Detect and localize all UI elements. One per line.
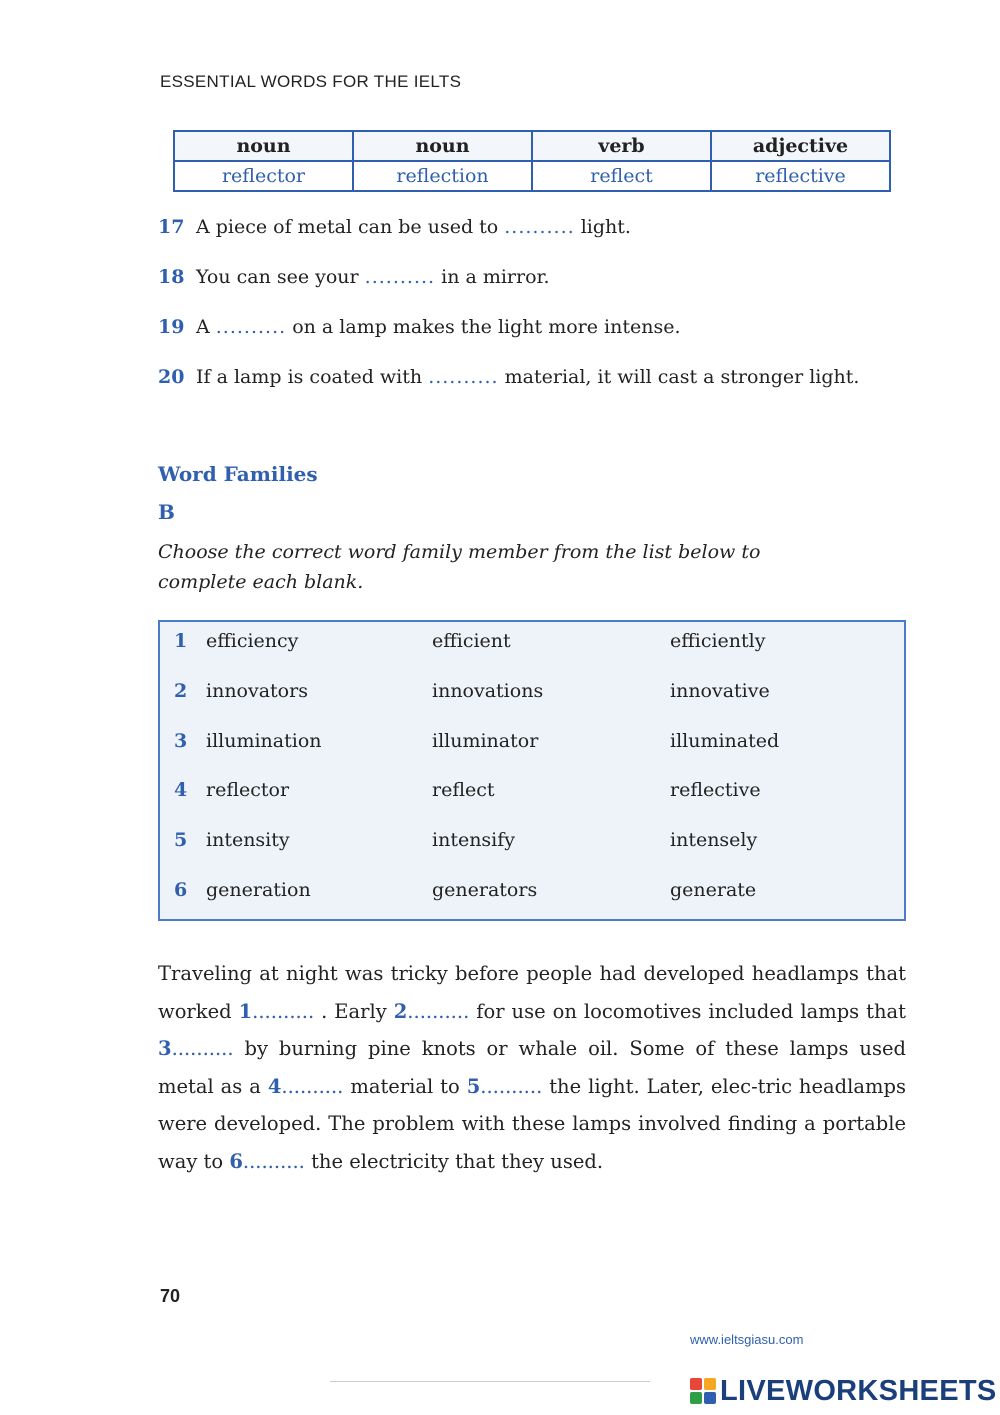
question-20 (158, 364, 878, 390)
word-option: reflector (206, 779, 290, 801)
word-option: intensity (206, 829, 290, 851)
answer-blank[interactable]: .......... (480, 1074, 543, 1098)
item-number: 4 (174, 779, 188, 801)
section-letter: B (158, 500, 175, 524)
instruction: Choose the correct word family member from the list below to complete each blank. (158, 541, 761, 593)
passage-text: . Early (314, 999, 394, 1023)
question-18 (158, 264, 878, 290)
section-title: Word Families (158, 462, 318, 486)
passage-text: material to (343, 1074, 467, 1098)
item-number: 6 (174, 879, 188, 901)
answer-blank[interactable]: .......... (215, 316, 287, 338)
word-option: innovations (432, 680, 544, 702)
word-option: innovators (206, 680, 308, 702)
table-header-cell: adjective (711, 131, 890, 161)
word-option: intensely (670, 829, 758, 851)
table-cell: reflection (353, 161, 532, 191)
brand-grid-icon (690, 1378, 716, 1404)
answer-blank[interactable]: .......... (428, 366, 499, 388)
page-number: 70 (160, 1286, 181, 1306)
word-option: innovative (670, 680, 770, 702)
passage-text: by burning pine knots or whale oil. Some of these lamps used metal as a (158, 1037, 906, 1098)
question-text: If a lamp is coated with (196, 366, 429, 388)
brand-name: LIVEWORKSHEETS (720, 1374, 997, 1407)
answer-blank[interactable]: .......... (281, 1074, 344, 1098)
blank-number: 6 (229, 1149, 243, 1173)
passage-text: for use on locomotives included lamps that (469, 999, 907, 1023)
table-cell: reflective (711, 161, 890, 191)
question-text: A piece of metal can be used to (196, 216, 505, 238)
answer-blank[interactable]: .......... (504, 216, 575, 238)
passage-text: Traveling at night was tricky before people had developed headlamps that worked (158, 962, 906, 1023)
blank-number: 5 (466, 1074, 481, 1098)
question-number: 19 (158, 316, 185, 338)
list-item (160, 779, 904, 809)
question-text: on a lamp makes the light more intense. (286, 316, 681, 338)
word-option: intensify (432, 829, 516, 851)
blank-number: 2 (393, 999, 408, 1023)
answer-blank[interactable]: .......... (171, 1037, 234, 1060)
table-header-cell: noun (353, 131, 532, 161)
item-number: 2 (174, 680, 188, 702)
list-item (160, 630, 904, 660)
table-cell: reflector (174, 161, 353, 191)
word-option: efficiently (670, 630, 766, 652)
question-number: 20 (158, 366, 185, 388)
blank-number: 4 (267, 1074, 282, 1098)
word-option: reflect (432, 779, 495, 801)
question-text: material, it will cast a stronger light. (498, 366, 860, 388)
word-option: efficient (432, 630, 511, 652)
word-option: reflective (670, 779, 761, 801)
question-text: in a mirror. (435, 266, 550, 288)
answer-blank[interactable]: .......... (242, 1149, 305, 1173)
answer-blank[interactable]: .......... (407, 999, 470, 1023)
question-text: light. (574, 216, 631, 238)
question-text: You can see your (196, 266, 365, 288)
item-number: 5 (174, 829, 188, 851)
word-option: illuminated (670, 730, 780, 752)
question-17 (158, 214, 878, 240)
item-number: 1 (174, 630, 188, 652)
site-link[interactable]: www.ieltsgiasu.com (690, 1332, 804, 1347)
liveworksheets-logo[interactable] (690, 1374, 997, 1408)
running-header: ESSENTIAL WORDS FOR THE IELTS (160, 72, 462, 91)
word-form-table (173, 130, 891, 192)
passage-text: the electricity that they used. (304, 1149, 604, 1173)
word-option: generate (670, 879, 757, 901)
cloze-passage (158, 955, 906, 1180)
question-text: A (196, 316, 216, 338)
blank-number: 3 (158, 1037, 172, 1060)
item-number: 3 (174, 730, 188, 752)
footer-divider (330, 1381, 650, 1382)
passage-text: the light. Later, elec-tric headlamps were developed. The problem with these lamps involved finding a portable way to (158, 1074, 906, 1173)
word-option: generation (206, 879, 311, 901)
question-19 (158, 314, 878, 340)
list-item (160, 680, 904, 710)
table-cell: reflect (532, 161, 711, 191)
list-item (160, 879, 904, 909)
question-number: 17 (158, 216, 185, 238)
answer-blank[interactable]: .......... (252, 999, 315, 1023)
word-option: illuminator (432, 730, 539, 752)
answer-blank[interactable]: .......... (364, 266, 436, 288)
word-family-box (158, 620, 906, 921)
word-option: efficiency (206, 630, 299, 652)
list-item (160, 829, 904, 859)
word-option: generators (432, 879, 538, 901)
question-number: 18 (158, 266, 185, 288)
table-header-cell: noun (174, 131, 353, 161)
word-option: illumination (206, 730, 322, 752)
table-header-cell: verb (532, 131, 711, 161)
list-item (160, 730, 904, 760)
blank-number: 1 (238, 999, 253, 1023)
